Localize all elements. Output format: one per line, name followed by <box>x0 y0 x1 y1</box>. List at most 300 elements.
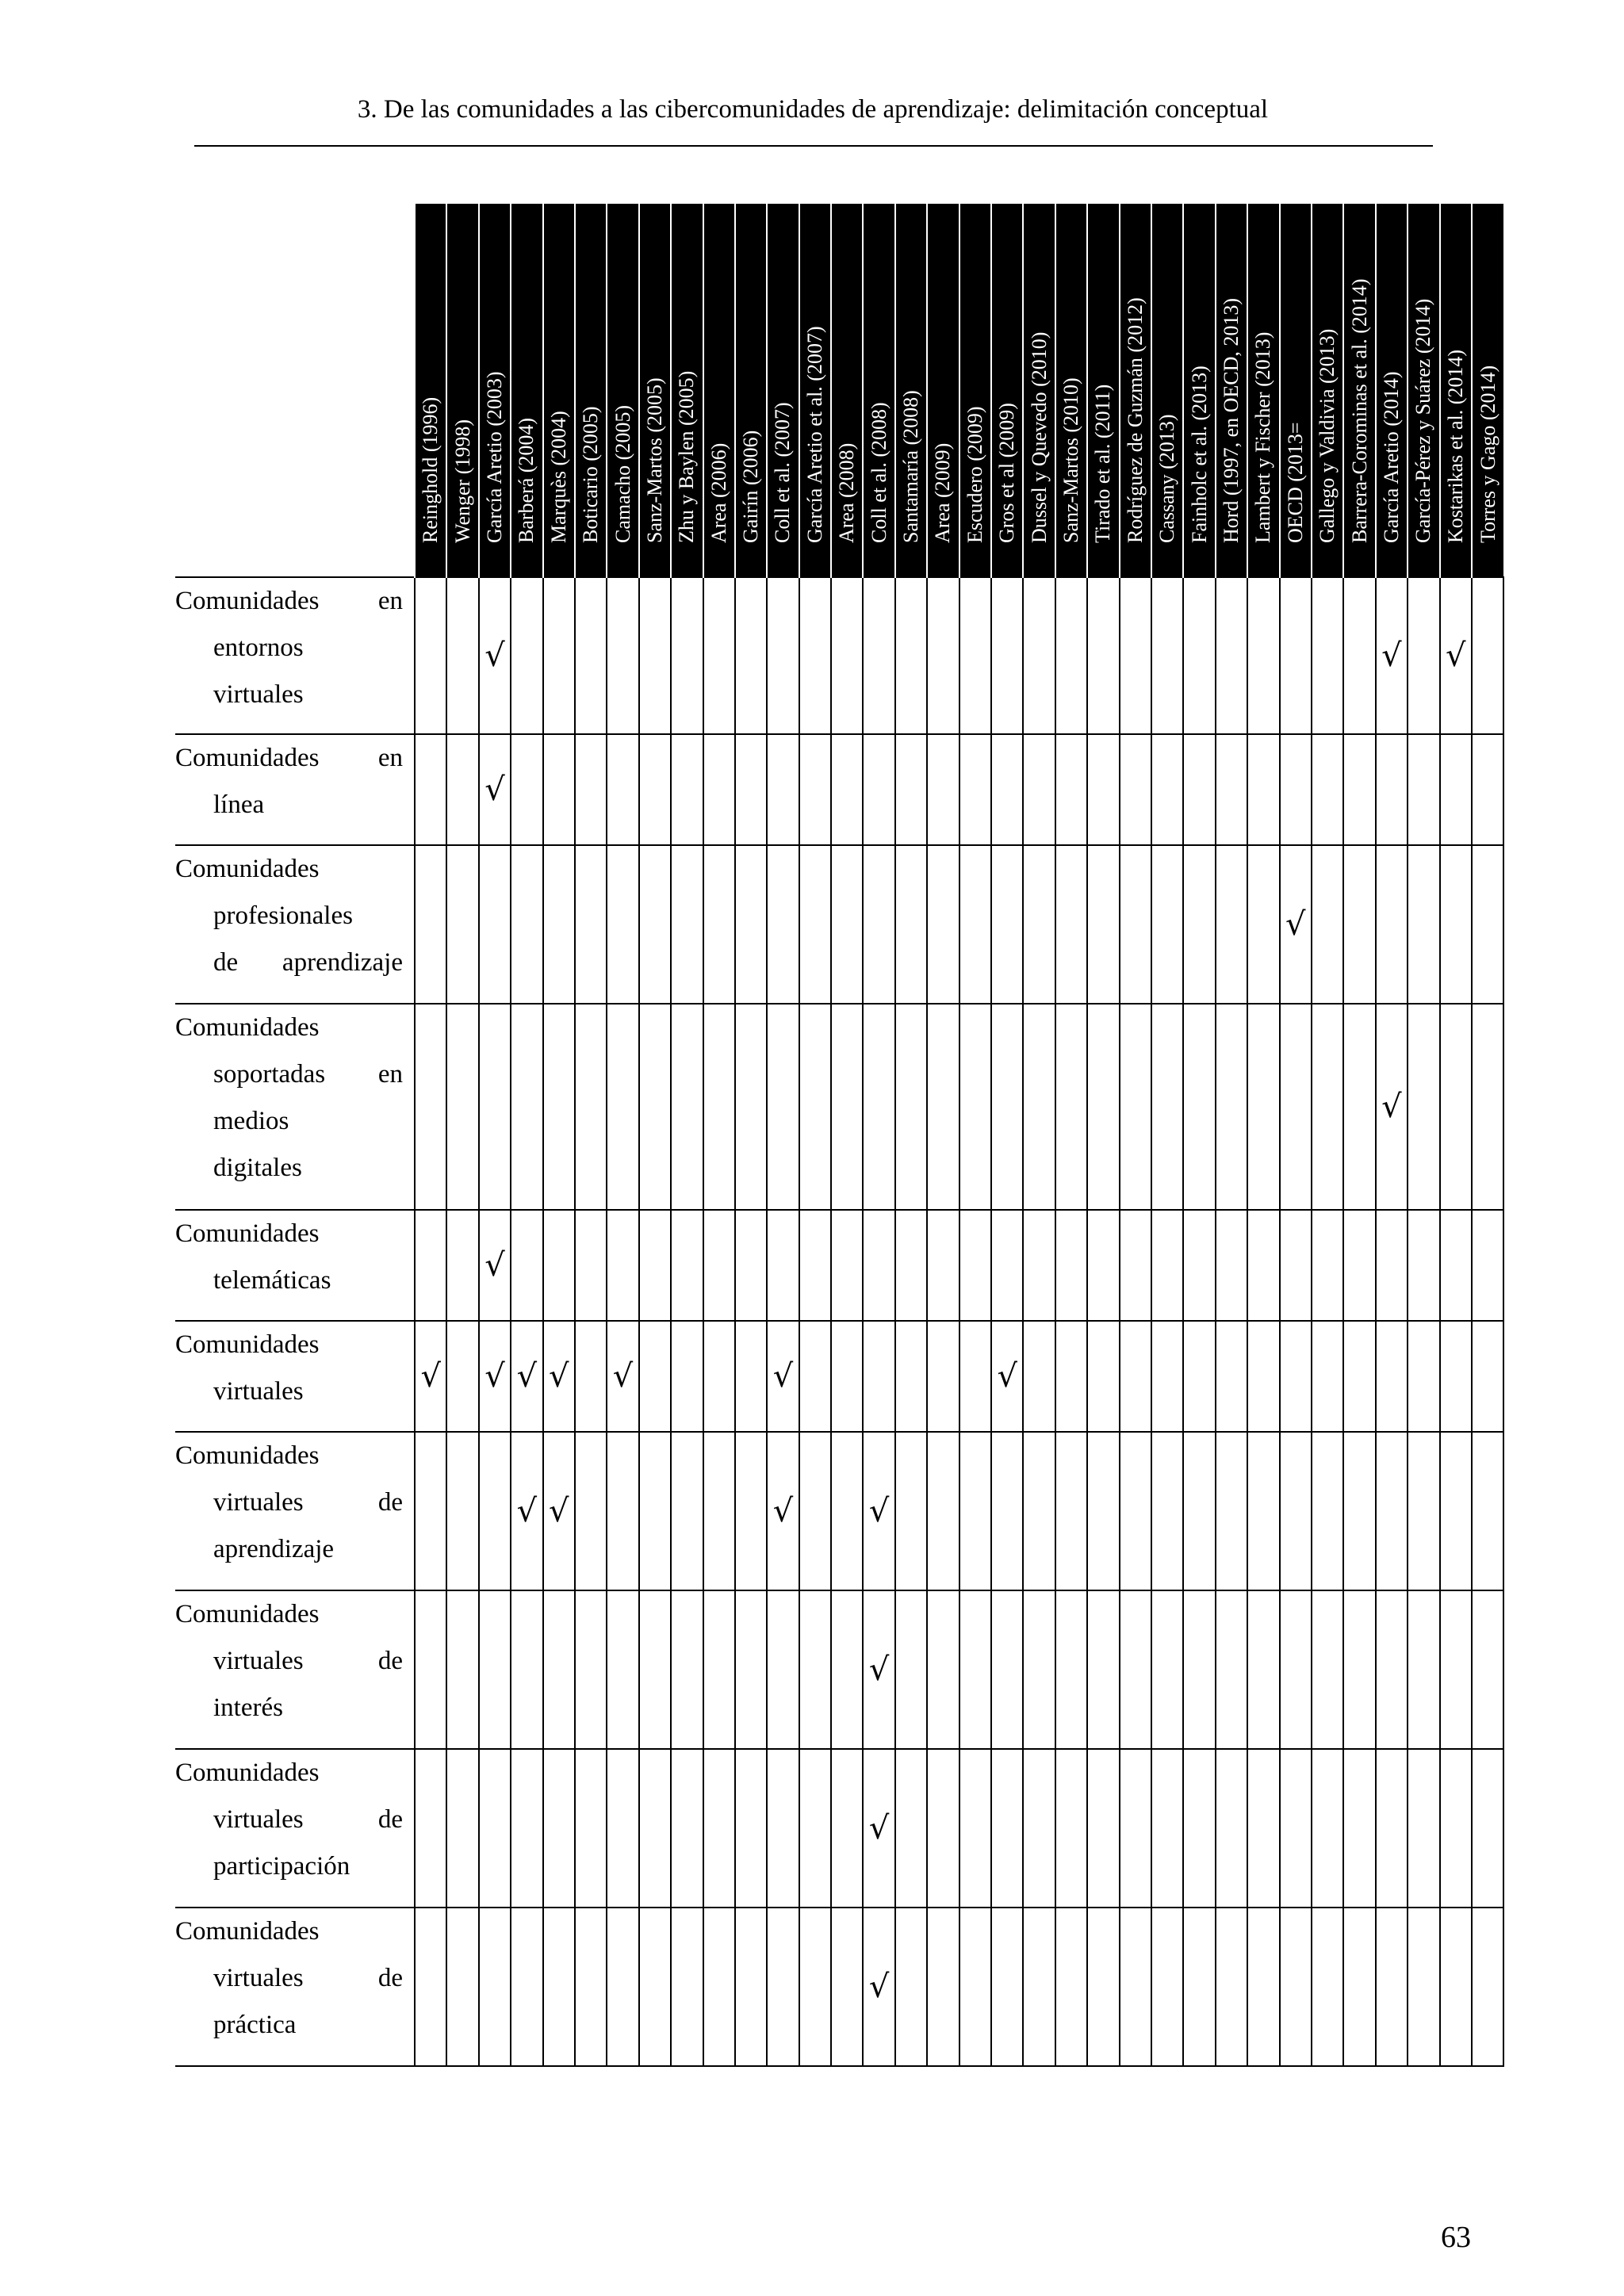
row-label <box>175 1004 415 1210</box>
empty-cell <box>863 577 894 734</box>
empty-cell <box>831 1004 863 1210</box>
empty-cell <box>1440 1210 1472 1321</box>
empty-cell <box>479 1908 511 2066</box>
empty-cell <box>1343 1004 1375 1210</box>
empty-cell <box>991 1432 1023 1590</box>
row-label <box>175 1321 415 1432</box>
check-mark-cell: √ <box>543 1321 575 1432</box>
running-header: 3. De las comunidades a las cibercomunidades de aprendizaje: delimitación conceptual <box>357 95 1269 124</box>
empty-cell <box>639 1210 671 1321</box>
author-label: Gairín (2006) <box>739 430 763 543</box>
empty-cell <box>927 1321 959 1432</box>
author-label: García Aretio et al. (2007) <box>802 326 826 543</box>
author-column-header <box>415 204 446 577</box>
row-label <box>175 1908 415 2066</box>
empty-cell <box>1023 577 1055 734</box>
author-label: Coll et al. (2008) <box>867 402 891 543</box>
author-column-header <box>735 204 767 577</box>
empty-cell <box>799 734 831 845</box>
empty-cell <box>735 577 767 734</box>
empty-cell <box>1440 1908 1472 2066</box>
author-label: García Aretio (2003) <box>482 371 506 543</box>
row-label-line: Comunidades <box>175 1013 320 1042</box>
empty-cell <box>1087 1004 1119 1210</box>
empty-cell <box>703 1908 735 2066</box>
author-header-row <box>175 204 1503 577</box>
check-mark-cell: √ <box>479 1210 511 1321</box>
table-row <box>175 1432 1503 1590</box>
author-label: Gros et al (2009) <box>995 403 1019 543</box>
empty-cell <box>1087 734 1119 845</box>
empty-cell <box>1055 1210 1087 1321</box>
author-label: Santamaría (2008) <box>899 390 923 543</box>
empty-cell <box>575 1004 607 1210</box>
empty-cell <box>959 1321 991 1432</box>
empty-cell <box>767 1908 799 2066</box>
empty-cell <box>1312 577 1343 734</box>
empty-cell <box>671 1004 703 1210</box>
empty-cell <box>895 1908 927 2066</box>
empty-cell <box>1343 577 1375 734</box>
table-row <box>175 1210 1503 1321</box>
row-label-line: Comunidades <box>175 1330 320 1359</box>
empty-cell <box>1312 845 1343 1004</box>
empty-cell <box>607 1749 638 1908</box>
empty-cell <box>1216 1004 1247 1210</box>
empty-cell <box>1408 577 1439 734</box>
check-mark-cell: √ <box>1440 577 1472 734</box>
empty-cell <box>1055 1908 1087 2066</box>
empty-cell <box>415 845 446 1004</box>
empty-cell <box>415 1210 446 1321</box>
empty-cell <box>895 1749 927 1908</box>
empty-cell <box>735 1210 767 1321</box>
empty-cell <box>927 734 959 845</box>
empty-cell <box>1151 1210 1183 1321</box>
empty-cell <box>1247 1004 1279 1210</box>
empty-cell <box>1343 1210 1375 1321</box>
empty-cell <box>1247 577 1279 734</box>
table-row <box>175 1004 1503 1210</box>
author-label: Reinghold (1996) <box>419 396 442 543</box>
empty-cell <box>1376 845 1408 1004</box>
empty-cell <box>831 577 863 734</box>
row-label-line: Comunidades <box>175 1441 320 1470</box>
empty-cell <box>799 1749 831 1908</box>
empty-cell <box>703 1321 735 1432</box>
empty-cell <box>799 1908 831 2066</box>
row-label <box>175 734 415 845</box>
author-column-header <box>863 204 894 577</box>
author-label: Marquès (2004) <box>546 411 570 543</box>
empty-cell <box>1087 1210 1119 1321</box>
empty-cell <box>1183 1908 1215 2066</box>
empty-cell <box>1120 845 1151 1004</box>
empty-cell <box>1440 1432 1472 1590</box>
empty-cell <box>831 1908 863 2066</box>
empty-cell <box>895 1004 927 1210</box>
empty-cell <box>575 1590 607 1749</box>
empty-cell <box>446 845 478 1004</box>
empty-cell <box>1408 1908 1439 2066</box>
empty-cell <box>1055 1749 1087 1908</box>
empty-cell <box>1023 1749 1055 1908</box>
empty-cell <box>895 1210 927 1321</box>
empty-cell <box>895 845 927 1004</box>
empty-cell <box>543 1590 575 1749</box>
empty-cell <box>1055 845 1087 1004</box>
author-column-header <box>1280 204 1312 577</box>
empty-cell <box>1312 1590 1343 1749</box>
check-mark-cell: √ <box>543 1432 575 1590</box>
row-label-line: digitales <box>213 1154 302 1182</box>
empty-cell <box>1055 1590 1087 1749</box>
empty-cell <box>831 1749 863 1908</box>
empty-cell <box>1280 1590 1312 1749</box>
empty-cell <box>1023 845 1055 1004</box>
empty-cell <box>991 845 1023 1004</box>
empty-cell <box>1440 845 1472 1004</box>
row-label <box>175 577 415 734</box>
row-label <box>175 1590 415 1749</box>
empty-cell <box>543 734 575 845</box>
empty-cell <box>1312 1321 1343 1432</box>
empty-cell <box>607 1432 638 1590</box>
empty-cell <box>543 1004 575 1210</box>
author-label: Sanz-Martos (2010) <box>1059 377 1082 543</box>
empty-cell <box>703 1432 735 1590</box>
author-column-header <box>1087 204 1119 577</box>
empty-cell <box>1216 1908 1247 2066</box>
empty-cell <box>1087 1749 1119 1908</box>
empty-cell <box>959 1590 991 1749</box>
author-column-header <box>1440 204 1472 577</box>
empty-cell <box>543 845 575 1004</box>
author-label: Sanz-Martos (2005) <box>642 377 666 543</box>
empty-cell <box>671 577 703 734</box>
empty-cell <box>927 577 959 734</box>
empty-cell <box>1440 1590 1472 1749</box>
author-column-header <box>1247 204 1279 577</box>
empty-cell <box>1408 734 1439 845</box>
empty-cell <box>1183 1210 1215 1321</box>
empty-cell <box>1151 1590 1183 1749</box>
empty-cell <box>1023 1432 1055 1590</box>
empty-cell <box>831 1210 863 1321</box>
empty-cell <box>1087 845 1119 1004</box>
empty-cell <box>575 845 607 1004</box>
empty-cell <box>479 1749 511 1908</box>
empty-cell <box>1247 1432 1279 1590</box>
empty-cell <box>927 1590 959 1749</box>
author-column-header <box>959 204 991 577</box>
check-mark-cell: √ <box>415 1321 446 1432</box>
row-label-line: telemáticas <box>213 1266 331 1295</box>
check-mark-cell: √ <box>863 1749 894 1908</box>
empty-cell <box>959 1432 991 1590</box>
author-column-header <box>446 204 478 577</box>
author-column-header <box>1120 204 1151 577</box>
empty-cell <box>831 845 863 1004</box>
empty-cell <box>511 734 542 845</box>
empty-cell <box>927 1908 959 2066</box>
empty-cell <box>799 577 831 734</box>
empty-cell <box>1023 1004 1055 1210</box>
empty-cell <box>671 1908 703 2066</box>
empty-cell <box>1376 1749 1408 1908</box>
empty-cell <box>415 734 446 845</box>
empty-cell <box>703 1210 735 1321</box>
empty-cell <box>1472 734 1503 845</box>
empty-cell <box>1120 577 1151 734</box>
author-label: Barberá (2004) <box>515 417 538 543</box>
empty-cell <box>607 1004 638 1210</box>
row-label-line: virtuales <box>213 1377 304 1406</box>
empty-cell <box>1120 734 1151 845</box>
check-mark-cell: √ <box>863 1432 894 1590</box>
empty-cell <box>1023 1908 1055 2066</box>
row-label-line: Comunidades <box>175 1917 320 1946</box>
check-mark-cell: √ <box>511 1321 542 1432</box>
author-label: Lambert y Fischer (2013) <box>1251 331 1275 543</box>
empty-cell <box>735 1004 767 1210</box>
author-column-header <box>767 204 799 577</box>
empty-cell <box>1183 577 1215 734</box>
author-column-header <box>799 204 831 577</box>
empty-cell <box>1023 1321 1055 1432</box>
empty-cell <box>799 845 831 1004</box>
empty-cell <box>1472 1432 1503 1590</box>
empty-cell <box>767 1590 799 1749</box>
empty-cell <box>1120 1210 1151 1321</box>
empty-cell <box>1120 1432 1151 1590</box>
empty-cell <box>575 1210 607 1321</box>
empty-cell <box>767 577 799 734</box>
empty-cell <box>927 1004 959 1210</box>
author-label: Area (2008) <box>835 442 859 543</box>
empty-cell <box>799 1321 831 1432</box>
author-label: Cassany (2013) <box>1155 414 1179 543</box>
empty-cell <box>895 1432 927 1590</box>
empty-cell <box>1280 1908 1312 2066</box>
empty-cell <box>511 1749 542 1908</box>
empty-cell <box>1440 1749 1472 1908</box>
empty-cell <box>1376 1321 1408 1432</box>
header-corner <box>175 204 415 577</box>
empty-cell <box>1280 1004 1312 1210</box>
empty-cell <box>1472 1908 1503 2066</box>
author-label: Barrera-Corominas et al. (2014) <box>1347 278 1371 543</box>
empty-cell <box>735 1749 767 1908</box>
empty-cell <box>1183 845 1215 1004</box>
empty-cell <box>446 1590 478 1749</box>
row-label-line: Comunidades <box>175 1758 320 1787</box>
empty-cell <box>415 1432 446 1590</box>
author-column-header <box>479 204 511 577</box>
empty-cell <box>959 1004 991 1210</box>
empty-cell <box>1151 1749 1183 1908</box>
author-column-header <box>575 204 607 577</box>
empty-cell <box>1247 845 1279 1004</box>
empty-cell <box>446 1321 478 1432</box>
table-row <box>175 734 1503 845</box>
check-mark-cell: √ <box>1376 1004 1408 1210</box>
empty-cell <box>1247 734 1279 845</box>
empty-cell <box>959 1908 991 2066</box>
empty-cell <box>1343 1590 1375 1749</box>
empty-cell <box>1023 734 1055 845</box>
author-column-header <box>1183 204 1215 577</box>
empty-cell <box>1472 1321 1503 1432</box>
empty-cell <box>446 1749 478 1908</box>
empty-cell <box>479 845 511 1004</box>
empty-cell <box>511 577 542 734</box>
empty-cell <box>639 1004 671 1210</box>
row-label <box>175 845 415 1004</box>
empty-cell <box>703 1004 735 1210</box>
row-label-line: Comunidades <box>175 1600 320 1628</box>
empty-cell <box>446 1210 478 1321</box>
empty-cell <box>1280 1321 1312 1432</box>
empty-cell <box>735 845 767 1004</box>
empty-cell <box>1023 1590 1055 1749</box>
empty-cell <box>767 1749 799 1908</box>
author-label: Torres y Gago (2014) <box>1476 365 1500 543</box>
empty-cell <box>639 1590 671 1749</box>
check-mark-cell: √ <box>1376 577 1408 734</box>
empty-cell <box>927 1432 959 1590</box>
author-label: García Aretio (2014) <box>1379 371 1403 543</box>
empty-cell <box>1120 1004 1151 1210</box>
empty-cell <box>703 845 735 1004</box>
empty-cell <box>863 1210 894 1321</box>
empty-cell <box>1280 577 1312 734</box>
author-column-header <box>543 204 575 577</box>
author-label: OECD (2013= <box>1283 422 1307 543</box>
empty-cell <box>1343 734 1375 845</box>
empty-cell <box>703 734 735 845</box>
author-label: Zhu y Baylen (2005) <box>675 370 699 543</box>
empty-cell <box>1440 1321 1472 1432</box>
empty-cell <box>607 1908 638 2066</box>
author-label: Wenger (1998) <box>450 419 474 543</box>
empty-cell <box>1343 1321 1375 1432</box>
empty-cell <box>607 577 638 734</box>
page-number: 63 <box>1441 2221 1471 2254</box>
empty-cell <box>959 1210 991 1321</box>
row-label-line: Comunidades en <box>175 587 403 615</box>
table-row <box>175 1321 1503 1432</box>
empty-cell <box>1216 845 1247 1004</box>
empty-cell <box>991 1210 1023 1321</box>
empty-cell <box>1216 1210 1247 1321</box>
empty-cell <box>959 1749 991 1908</box>
table-row <box>175 1590 1503 1749</box>
author-label: Fainholc et al. (2013) <box>1187 365 1211 543</box>
empty-cell <box>639 734 671 845</box>
empty-cell <box>1472 1210 1503 1321</box>
empty-cell <box>1216 1749 1247 1908</box>
check-mark-cell: √ <box>767 1432 799 1590</box>
empty-cell <box>1472 845 1503 1004</box>
empty-cell <box>671 1432 703 1590</box>
empty-cell <box>1408 1432 1439 1590</box>
row-label <box>175 1749 415 1908</box>
empty-cell <box>415 577 446 734</box>
empty-cell <box>1183 1432 1215 1590</box>
row-label <box>175 1432 415 1590</box>
author-label: Tirado et al. (2011) <box>1091 384 1115 543</box>
author-column-header <box>1376 204 1408 577</box>
empty-cell <box>1408 1749 1439 1908</box>
empty-cell <box>927 1210 959 1321</box>
empty-cell <box>1376 1432 1408 1590</box>
empty-cell <box>1440 1004 1472 1210</box>
empty-cell <box>959 845 991 1004</box>
empty-cell <box>1343 1432 1375 1590</box>
empty-cell <box>415 1004 446 1210</box>
empty-cell <box>1247 1321 1279 1432</box>
empty-cell <box>991 577 1023 734</box>
empty-cell <box>1343 1749 1375 1908</box>
empty-cell <box>1055 734 1087 845</box>
concept-matrix-table <box>175 204 1504 2067</box>
empty-cell <box>1151 1004 1183 1210</box>
empty-cell <box>1023 1210 1055 1321</box>
empty-cell <box>575 1908 607 2066</box>
empty-cell <box>991 1749 1023 1908</box>
empty-cell <box>479 1432 511 1590</box>
empty-cell <box>895 577 927 734</box>
empty-cell <box>735 734 767 845</box>
empty-cell <box>1183 1004 1215 1210</box>
author-label: Area (2009) <box>931 442 955 543</box>
empty-cell <box>1408 1321 1439 1432</box>
check-mark-cell: √ <box>991 1321 1023 1432</box>
empty-cell <box>1408 845 1439 1004</box>
empty-cell <box>543 1210 575 1321</box>
empty-cell <box>1312 1432 1343 1590</box>
empty-cell <box>1312 1210 1343 1321</box>
empty-cell <box>446 1908 478 2066</box>
empty-cell <box>1408 1590 1439 1749</box>
empty-cell <box>543 577 575 734</box>
empty-cell <box>991 1908 1023 2066</box>
row-label-line: línea <box>213 790 265 819</box>
row-label-line: entornos <box>213 633 304 662</box>
empty-cell <box>639 1321 671 1432</box>
empty-cell <box>511 1908 542 2066</box>
row-label-line: Comunidades en <box>175 744 403 772</box>
empty-cell <box>1376 1908 1408 2066</box>
empty-cell <box>991 734 1023 845</box>
empty-cell <box>1087 1590 1119 1749</box>
empty-cell <box>831 1590 863 1749</box>
header-rule <box>194 145 1433 147</box>
author-label: Boticario (2005) <box>579 406 603 543</box>
empty-cell <box>1408 1210 1439 1321</box>
author-label: Camacho (2005) <box>611 404 634 543</box>
author-column-header <box>1216 204 1247 577</box>
empty-cell <box>446 577 478 734</box>
empty-cell <box>735 1908 767 2066</box>
empty-cell <box>767 845 799 1004</box>
empty-cell <box>927 1749 959 1908</box>
empty-cell <box>735 1590 767 1749</box>
empty-cell <box>479 1590 511 1749</box>
empty-cell <box>671 1590 703 1749</box>
empty-cell <box>1472 577 1503 734</box>
